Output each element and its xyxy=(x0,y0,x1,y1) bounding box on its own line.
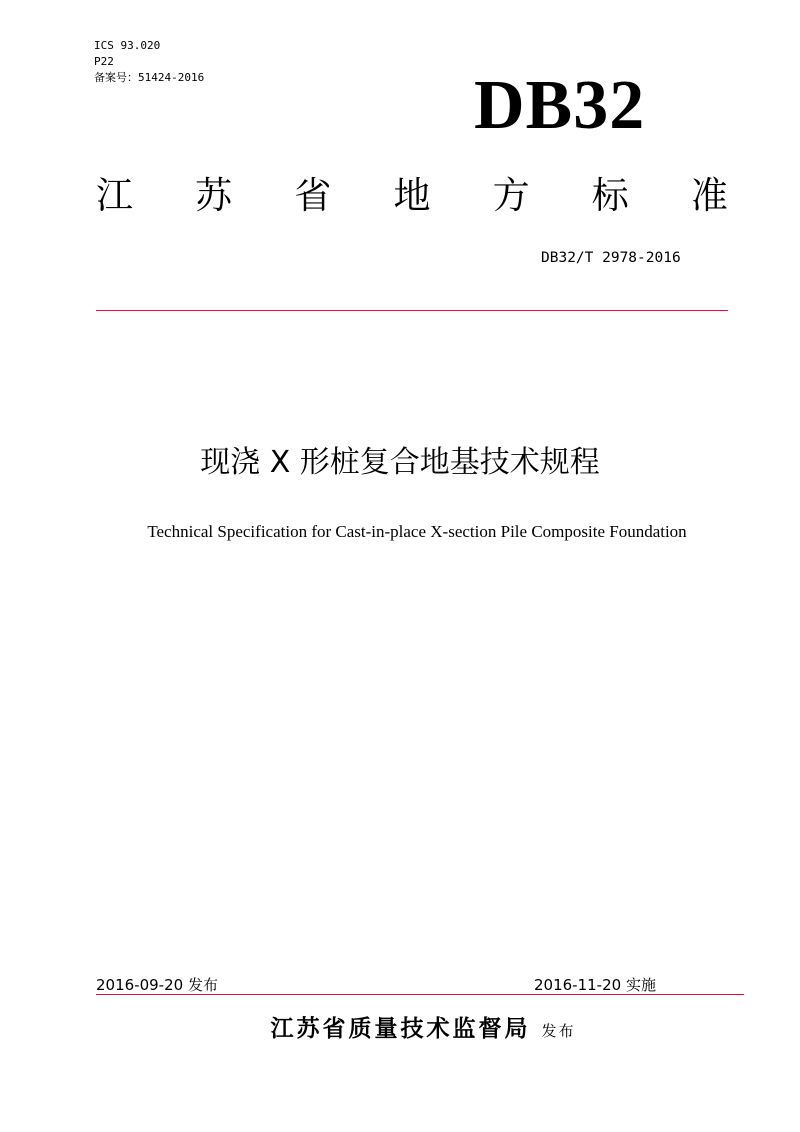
bottom-divider xyxy=(96,994,744,995)
standard-code: DB32 xyxy=(474,67,646,144)
header-metadata xyxy=(94,38,204,86)
standard-number: DB32/T 2978-2016 xyxy=(541,250,681,266)
top-divider xyxy=(96,310,728,311)
standard-type-char: 地 xyxy=(393,174,431,217)
filing-number: 备案号：51424-2016 xyxy=(94,71,205,84)
standard-type-char: 方 xyxy=(492,174,530,217)
date-line xyxy=(96,974,744,996)
issuer-line xyxy=(0,1012,800,1048)
standard-type-char: 苏 xyxy=(195,174,233,217)
document-title-zh: 现浇 X 形桩复合地基技术规程 xyxy=(200,445,600,480)
issuer-name: 江苏省质量技术监督局 xyxy=(270,1016,531,1042)
publish-date: 2016-09-20 发布 xyxy=(96,976,218,994)
issuer-suffix: 发布 xyxy=(541,1022,576,1040)
classification-code: P22 xyxy=(94,55,114,68)
standard-type-char: 标 xyxy=(591,174,629,217)
document-title-en: Technical Specification for Cast-in-place X-section Pile Composite Foundation xyxy=(147,522,687,541)
ics-code: ICS 93.020 xyxy=(94,39,161,52)
implement-date: 2016-11-20 实施 xyxy=(534,976,656,994)
standard-type-heading xyxy=(96,172,728,220)
standard-type-char: 准 xyxy=(690,174,728,217)
standard-type-char: 省 xyxy=(294,174,332,217)
standard-type-char: 江 xyxy=(96,174,133,217)
